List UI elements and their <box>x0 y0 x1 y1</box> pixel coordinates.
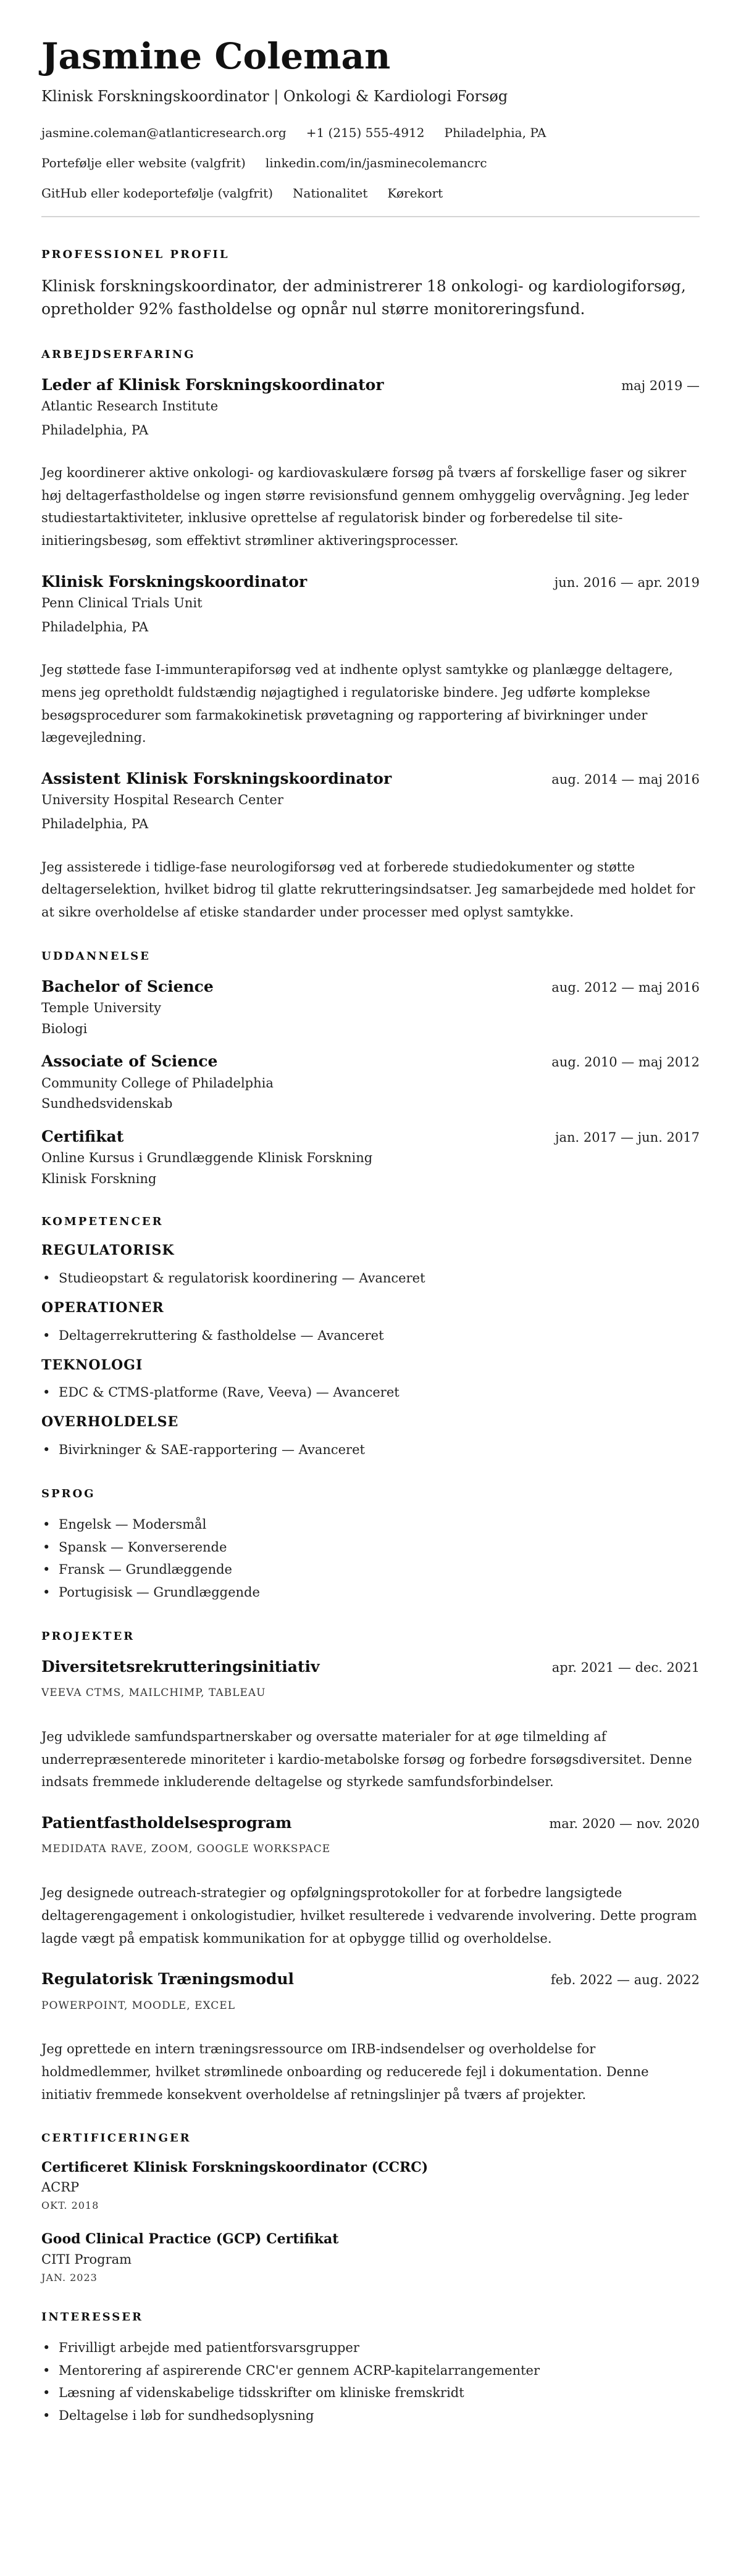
certification-issuer: ACRP <box>41 2180 80 2195</box>
project-description: Jeg oprettede en intern træningsressource om IRB-indsendelser og overholdelse for holdmedlemmer, hvilket strømlinede onboarding og reducerede fejl i dokumentation. Denne initiativ fremmede konsekvent overholdelse af retningslinjer på tværs af projekter. <box>41 2042 649 2102</box>
header-divider <box>41 216 700 217</box>
education-entry <box>41 1126 700 1189</box>
project-tech: POWERPOINT, MOODLE, EXCEL <box>41 1999 236 2012</box>
job-dates: aug. 2014 — maj 2016 <box>551 772 700 787</box>
contact-github[interactable]: GitHub eller kodeportefølje (valgfrit) <box>41 186 274 201</box>
school-name: Online Kursus i Grundlæggende Klinisk Forskning <box>41 1150 373 1165</box>
certification-entry <box>41 2230 700 2285</box>
degree-dates: aug. 2012 — maj 2016 <box>551 979 700 995</box>
job-employer: Atlantic Research Institute <box>41 398 219 413</box>
degree-title: Certifikat <box>41 1127 124 1145</box>
profile-section <box>41 247 700 320</box>
project-title: Patientfastholdelsesprogram <box>41 1814 292 1832</box>
job-location: Philadelphia, PA <box>41 816 149 832</box>
interests-list <box>41 2337 700 2427</box>
languages-list <box>41 1513 700 1604</box>
degree-title: Associate of Science <box>41 1052 218 1071</box>
job-dates: maj 2019 — <box>621 378 700 393</box>
contact-email[interactable]: jasmine.coleman@atlanticresearch.org <box>41 125 287 141</box>
profile-summary: Klinisk forskningskoordinator, der administrerer 18 onkologi- og kardiologiforsøg, opretholder 92% fastholdelse og opnår nul større monitoreringsfund. <box>41 276 686 318</box>
certification-entry <box>41 2158 700 2213</box>
languages-section-title: SPROG <box>41 1487 96 1500</box>
project-entry <box>41 1968 700 2106</box>
candidate-headline: Klinisk Forskningskoordinator | Onkologi & Kardiologi Forsøg <box>41 87 508 105</box>
interest-item: • Læsning af videnskabelige tidsskrifter om kliniske fremskridt <box>41 2382 700 2404</box>
job-title: Leder af Klinisk Forskningskoordinator <box>41 375 384 394</box>
job-description: Jeg assisterede i tidlige-fase neurologiforsøg ved at forberede studiedokumenter og støtte deltagerselektion, hvilket bidrog til glatte rekrutteringsindsatser. Jeg samarbejdede med holdet for at sikre overholdelse af etiske standarder under processer med oplyst samtykke. <box>41 859 695 920</box>
project-entry <box>41 1812 700 1950</box>
school-name: Temple University <box>41 1000 162 1016</box>
skill-group-title: OVERHOLDELSE <box>41 1414 179 1431</box>
job-location: Philadelphia, PA <box>41 422 149 438</box>
skill-group <box>41 1298 700 1347</box>
education-entry <box>41 1050 700 1114</box>
experience-section <box>41 347 700 924</box>
contact-row-extra <box>41 185 700 202</box>
degree-dates: aug. 2010 — maj 2012 <box>551 1055 700 1070</box>
school-name: Community College of Philadelphia <box>41 1075 274 1091</box>
project-tech: VEEVA CTMS, MAILCHIMP, TABLEAU <box>41 1687 266 1700</box>
degree-dates: jan. 2017 — jun. 2017 <box>555 1129 700 1145</box>
skill-group <box>41 1413 700 1461</box>
profile-section-title: PROFESSIONEL PROFIL <box>41 248 230 262</box>
contact-nationality: Nationalitet <box>293 186 368 201</box>
skills-section <box>41 1214 700 1461</box>
certification-date: JAN. 2023 <box>41 2271 98 2283</box>
field-of-study: Biologi <box>41 1021 88 1036</box>
certification-issuer: CITI Program <box>41 2252 132 2267</box>
language-item: • Spansk — Konverserende <box>41 1536 700 1559</box>
projects-section <box>41 1629 700 2106</box>
candidate-name: Jasmine Coleman <box>41 35 391 77</box>
skill-group <box>41 1356 700 1405</box>
education-section-title: UDDANNELSE <box>41 949 151 963</box>
contact-phone[interactable]: +1 (215) 555-4912 <box>306 125 425 141</box>
interests-section <box>41 2309 700 2427</box>
project-dates: feb. 2022 — aug. 2022 <box>550 1972 700 1988</box>
project-dates: apr. 2021 — dec. 2021 <box>551 1660 700 1676</box>
interest-item: • Mentorering af aspirerende CRC'er gennem ACRP-kapitelarrangementer <box>41 2359 700 2382</box>
skill-group-title: TEKNOLOGI <box>41 1357 143 1373</box>
job-title: Klinisk Forskningskoordinator <box>41 572 308 591</box>
contact-row-primary <box>41 124 700 142</box>
skill-group-title: REGULATORISK <box>41 1242 175 1259</box>
job-dates: jun. 2016 — apr. 2019 <box>554 575 700 590</box>
education-section <box>41 949 700 1189</box>
certification-date: OKT. 2018 <box>41 2200 99 2212</box>
experience-section-title: ARBEJDSERFARING <box>41 347 196 361</box>
contact-row-links <box>41 154 700 172</box>
language-item: • Portugisisk — Grundlæggende <box>41 1581 700 1604</box>
contact-portfolio[interactable]: Portefølje eller website (valgfrit) <box>41 156 246 171</box>
contact-drivers-license: Kørekort <box>387 186 443 201</box>
projects-section-title: PROJEKTER <box>41 1629 135 1643</box>
certifications-section <box>41 2130 700 2284</box>
skill-item: • Deltagerrekruttering & fastholdelse — Avanceret <box>41 1324 700 1347</box>
skill-group <box>41 1241 700 1290</box>
project-entry <box>41 1656 700 1793</box>
project-description: Jeg udviklede samfundspartnerskaber og oversatte materialer for at øge tilmelding af underrepræsenterede minoriteter i kardio-metabolske forsøg og forbedre forsøgsdiversitet. Denne indsats fremmede inkluderende deltagelse og styrkede samfundsforbindelser. <box>41 1729 692 1790</box>
language-item: • Engelsk — Modersmål <box>41 1513 700 1536</box>
field-of-study: Klinisk Forskning <box>41 1171 157 1186</box>
contact-linkedin[interactable]: linkedin.com/in/jasminecolemancrc <box>265 156 487 171</box>
skill-group-title: OPERATIONER <box>41 1299 164 1316</box>
certification-name: Good Clinical Practice (GCP) Certifikat <box>41 2231 339 2248</box>
job-description: Jeg støttede fase I-immunterapiforsøg ved at indhente oplyst samtykke og planlægge deltagere, mens jeg opretholdt fuldstændig nøjagtighed i regulatoriske bindere. Jeg udførte komplekse besøgsprocedurer som farmakokinetisk prøvetagning og rapportering af bivirkninger under lægevejledning. <box>41 662 673 746</box>
project-description: Jeg designede outreach-strategier og opfølgningsprotokoller for at forbedre langsigtede deltagerengagement i onkologistudier, hvilket resulterede i vedvarende involvering. Dette program lagde vægt på empatisk kommunikation for at opbygge tillid og overholdelse. <box>41 1885 697 1946</box>
education-entry <box>41 976 700 1039</box>
job-description: Jeg koordinerer aktive onkologi- og kardiovaskulære forsøg på tværs af forskellige faser og sikrer høj deltagerfastholdelse og ingen større revisionsfund gennem omhyggelig overvågning. Jeg leder studiestartaktiviteter, inklusive oprettelse af regulatorisk binder og forberedelse til site-initieringsbesøg, som effektivt strømliner aktiveringsprocesser. <box>41 465 689 549</box>
project-title: Diversitetsrekrutteringsinitiativ <box>41 1658 320 1676</box>
project-tech: MEDIDATA RAVE, ZOOM, GOOGLE WORKSPACE <box>41 1843 331 1856</box>
language-item: • Fransk — Grundlæggende <box>41 1558 700 1581</box>
job-employer: University Hospital Research Center <box>41 792 283 808</box>
certification-name: Certificeret Klinisk Forskningskoordinator (CCRC) <box>41 2159 429 2175</box>
contact-location: Philadelphia, PA <box>444 125 546 141</box>
interest-item: • Frivilligt arbejde med patientforsvarsgrupper <box>41 2337 700 2359</box>
skill-item: • EDC & CTMS-platforme (Rave, Veeva) — Avanceret <box>41 1381 700 1404</box>
skill-item: • Bivirkninger & SAE-rapportering — Avanceret <box>41 1439 700 1461</box>
experience-entry <box>41 374 700 552</box>
project-dates: mar. 2020 — nov. 2020 <box>549 1816 700 1832</box>
job-employer: Penn Clinical Trials Unit <box>41 596 203 611</box>
interest-item: • Deltagelse i løb for sundhedsoplysning <box>41 2404 700 2427</box>
experience-entry <box>41 768 700 924</box>
languages-section <box>41 1486 700 1604</box>
field-of-study: Sundhedsvidenskab <box>41 1096 173 1111</box>
project-title: Regulatorisk Træningsmodul <box>41 1970 295 1988</box>
job-location: Philadelphia, PA <box>41 619 149 634</box>
experience-entry <box>41 571 700 749</box>
degree-title: Bachelor of Science <box>41 977 214 995</box>
resume-header <box>41 36 700 202</box>
skill-item: • Studieopstart & regulatorisk koordinering — Avanceret <box>41 1267 700 1290</box>
job-title: Assistent Klinisk Forskningskoordinator <box>41 770 392 788</box>
interests-section-title: INTERESSER <box>41 2310 143 2324</box>
skills-section-title: KOMPETENCER <box>41 1215 164 1229</box>
certifications-section-title: CERTIFICERINGER <box>41 2132 191 2145</box>
